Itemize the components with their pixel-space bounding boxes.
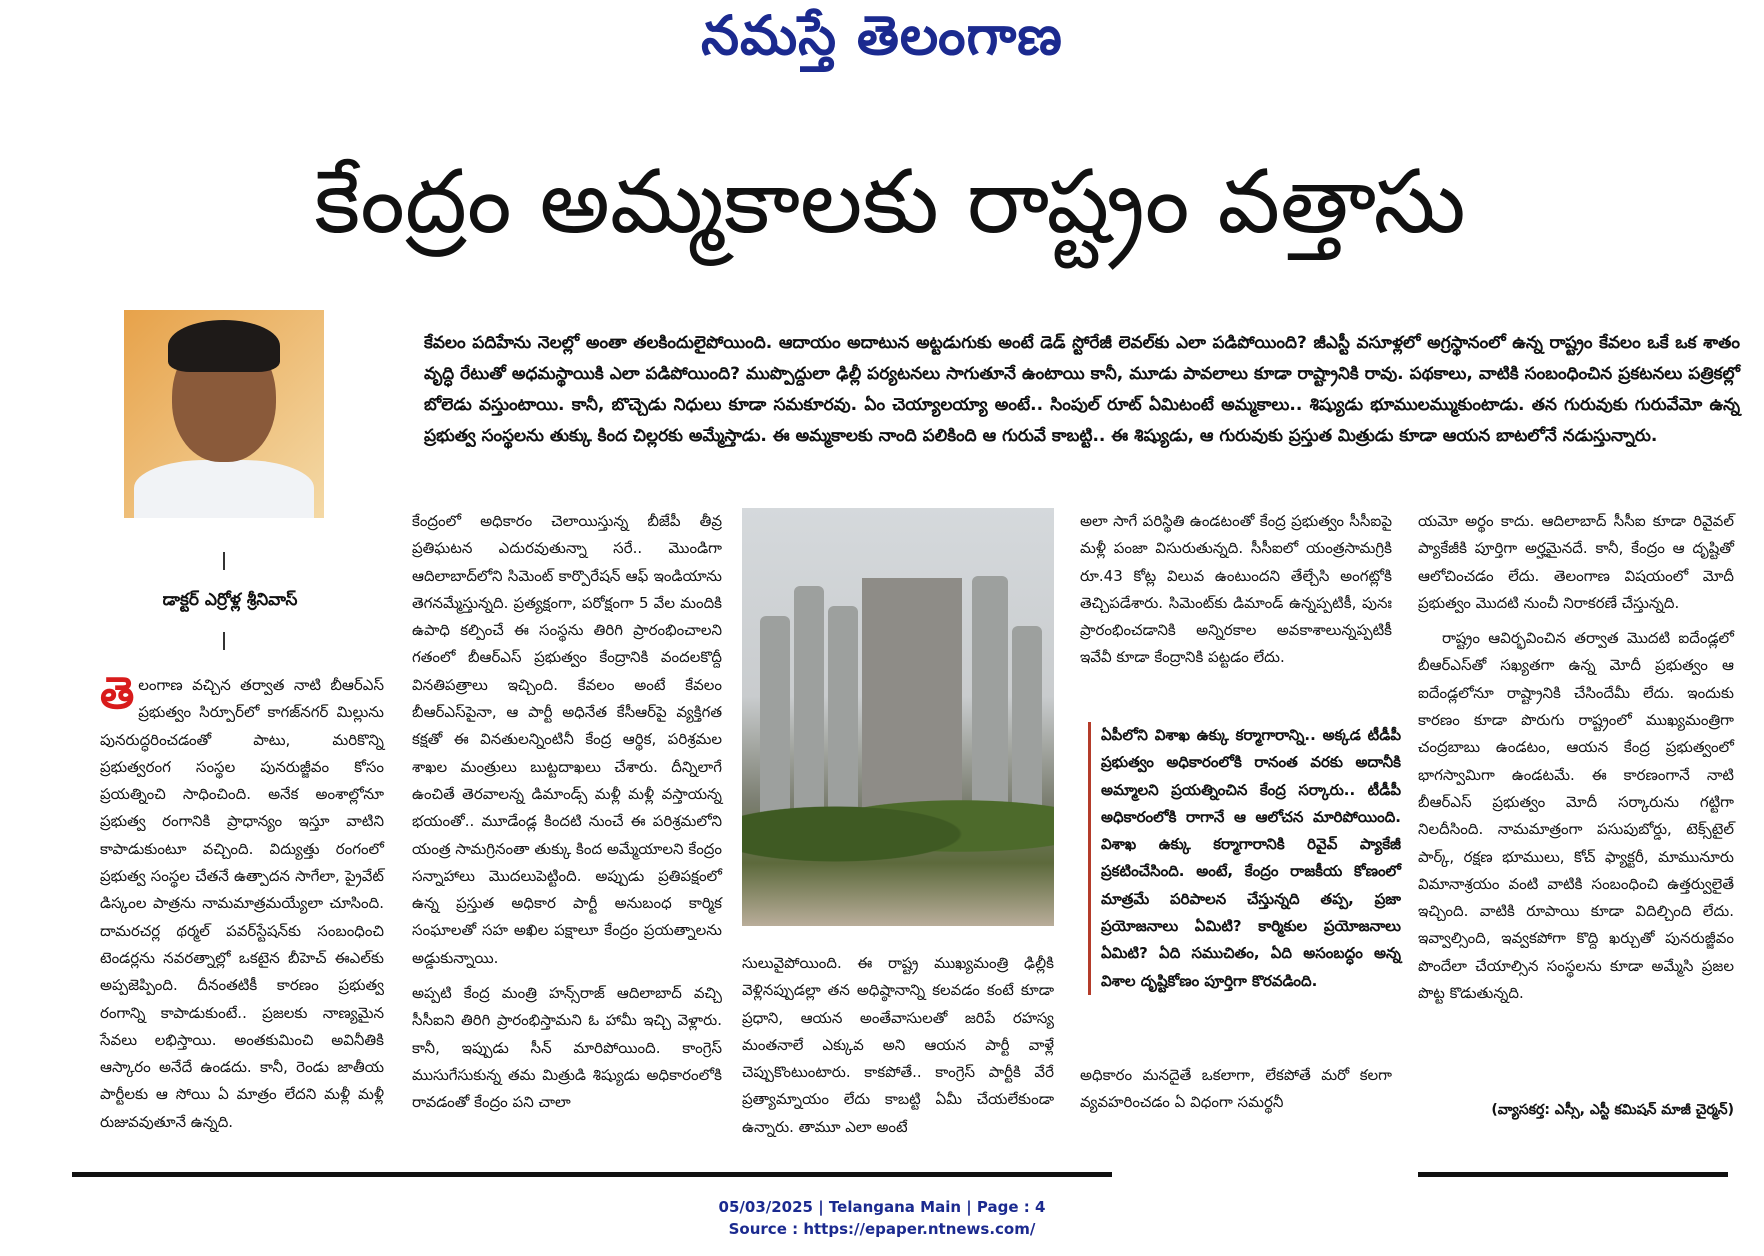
author-photo <box>124 310 324 518</box>
intro-paragraph: కేవలం పదిహేను నెలల్లో అంతా తలకిందులైపోయింది. ఆదాయం అదాటున అట్టడుగుకు అంటే డెడ్ స్టోరేజీ లెవల్‌కు ఎలా పడిపోయింది? జీఎస్టీ వసూళ్లలో అగ్రస్థానంలో ఉన్న రాష్ట్రం కేవలం ఒకే ఒక శాతం వృద్ధి రేటుతో అధమస్థాయికి ఎలా పడిపోయింది? ముప్పొద్దులా ఢిల్లీ పర్యటనలు సాగుతూనే ఉంటాయి కానీ, మూడు పావలాలు కూడా రాష్ట్రానికి రావు. పథకాలు, వాటికి సంబంధించిన ప్రకటనలు పత్రికల్లో బోలెడు వస్తుంటాయి. కానీ, బొచ్చెడు నిధులు కూడా సమకూరవు. ఏం చెయ్యాలయ్యా అంటే.. సింపుల్ రూట్ ఏమిటంటే అమ్మకాలు.. శిష్యుడు భూములమ్ముకుంటాడు. తన గురువుకు గురువేమో ఉన్న ప్రభుత్వ సంస్థలను తుక్కు కింద చిల్లరకు అమ్మేస్తాడు. ఈ అమ్మకాలకు నాంది పలికింది ఆ గురువే కాబట్టి.. ఈ శిష్యుడు, ఆ గురువుకు ప్రస్తుత మిత్రుడు కూడా ఆయన బాటలోనే నడుస్తున్నారు. <box>424 333 1740 446</box>
column-2-paragraph: కేంద్రంలో అధికారం చెలాయిస్తున్న బీజేపీ తీవ్ర ప్రతిఘటన ఎదురవుతున్నా సరే.. మొండిగా ఆదిలాబాద్‌లోని సిమెంట్ కార్పొరేషన్ ఆఫ్ ఇండియాను తెగనమ్మేస్తున్నది. ప్రత్యక్షంగా, పరోక్షంగా 5 వేల మందికి ఉపాధి కల్పించే ఈ సంస్థను తిరిగి ప్రారంభించాలని గతంలో బీఆర్ఎస్ ప్రభుత్వం కేంద్రానికి వందలకొద్దీ వినతిపత్రాలు ఇచ్చింది. కేవలం అంటే కేవలం బీఆర్ఎస్‌పైనా, ఆ పార్టీ అధినేత కేసీఆర్‌పై వ్యక్తిగత కక్షతో ఈ వినతులన్నింటినీ కేంద్ర ఆర్థిక, పరిశ్రమల శాఖల మంత్రులు బుట్టదాఖలు చేశారు. దీన్నిలాగే ఉంచితే తెరవాలన్న డిమాండ్స్ మళ్లీ మళ్లీ వస్తాయన్న భయంతో.. మూడేండ్ల కిందటి నుంచే ఈ పరిశ్రమలోని యంత్ర సామగ్రినంతా తుక్కు కింద అమ్మేయాలని కేంద్రం సన్నాహాలు మొదలుపెట్టింది. అప్పుడు ప్రతిపక్షంలో ఉన్న ప్రస్తుత అధికార పార్టీ అనుబంధ కార్మిక సంఘాలతో సహ అఖిల పక్షాలూ కేంద్రం ప్రయత్నాలను అడ్డుకున్నాయి. <box>412 512 722 967</box>
byline-divider-bottom <box>223 632 225 650</box>
column-1 <box>100 668 384 1136</box>
column-2 <box>412 508 722 1125</box>
footer-source: Source : https://epaper.ntnews.com/ <box>728 1220 1036 1238</box>
cement-factory-photo <box>742 508 1054 926</box>
author-credit: (వ్యాసకర్త: ఎస్సీ, ఎస్టీ కమిషన్ మాజీ చైర్మన్) <box>1491 1102 1734 1118</box>
column-2-paragraph: అప్పటి కేంద్ర మంత్రి హన్స్‌రాజ్ ఆదిలాబాద్ వచ్చి సీసీఐని తిరిగి ప్రారంభిస్తామని ఓ హామీ ఇచ్చి వెళ్లారు. కానీ, ఇప్పుడు సీన్ మారిపోయింది. కాంగ్రెస్ ముసుగేసుకున్న తమ మిత్రుడి శిష్యుడు అధికారంలోకి రావడంతో కేంద్రం పని చాలా <box>412 984 722 1112</box>
column-4-bottom: అధికారం మనదైతే ఒకలాగా, లేకపోతే మరో కలగా వ్యవహరించడం ఏ విధంగా సమర్థనీ <box>1080 1066 1392 1112</box>
column-5 <box>1418 508 1734 1015</box>
column-1-text: లంగాణ వచ్చిన తర్వాత నాటి బీఆర్ఎస్ ప్రభుత్వం సిర్పూర్‌లో కాగజ్‌నగర్ మిల్లును పునరుద్ధరించడంతో పాటు, మరికొన్ని ప్రభుత్వరంగ సంస్థల పునరుజ్జీవం కోసం ప్రయత్నించి సాధించింది. అనేక అంశాల్లోనూ ప్రభుత్వ రంగానికి ప్రాధాన్యం ఇస్తూ వాటిని కాపాడుకుంటూ వచ్చింది. విద్యుత్తు రంగంలో ప్రభుత్వ సంస్థల చేతనే ఉత్పాదన సాగేలా, ప్రైవేట్ డిస్కంల పాత్రను నామమాత్రమయ్యేలా చూసింది. దామరచర్ల థర్మల్ పవర్‌స్టేషన్‌కు సంబంధించి టెండర్లను నవరత్నాల్లో ఒకటైన బీహెచ్ ఈఎల్‌కు అప్పజెప్పింది. దీనంతటికీ కారణం ప్రభుత్వ రంగాన్ని కాపాడుకుంటే.. ప్రజలకు నాణ్యమైన సేవలు లభిస్తాయి. అంతకుమించి అవినీతికి ఆస్కారం అనేదే ఉండదు. కానీ, రెండు జాతీయ పార్టీలకు ఆ సోయి ఏ మాత్రం లేదని మళ్లీ మళ్లీ రుజువవుతూనే ఉన్నది. <box>100 676 384 1131</box>
bottom-rule-right <box>1418 1172 1728 1177</box>
column-4: అలా సాగే పరిస్థితి ఉండటంతో కేంద్ర ప్రభుత్వం సీసీఐపై మళ్లీ పంజా విసురుతున్నది. సీసీఐలో యంత్రసామగ్రికి రూ.43 కోట్ల విలువ ఉంటుందని తేల్చేసి అంగట్లోకి తెచ్చిపడేశారు. సిమెంట్‌కు డిమాండ్ ఉన్నప్పటికీ, పునః ప్రారంభించడానికి అన్నిరకాల అవకాశాలున్నప్పటికీ ఇవేవీ కూడా కేంద్రానికి పట్టడం లేదు. <box>1080 512 1392 667</box>
byline-divider-top <box>223 552 225 570</box>
pull-quote: ఏపీలోని విశాఖ ఉక్కు కర్మాగారాన్ని.. అక్కడ టీడీపీ ప్రభుత్వం అధికారంలోకి రానంత వరకు అదానీకి అమ్మాలని ప్రయత్నించిన కేంద్ర సర్కారు.. టీడీపీ అధికారంలోకి రాగానే ఆ ఆలోచన మారిపోయింది. విశాఖ ఉక్కు కర్మాగారానికి రివైవ్ ప్యాకేజీ ప్రకటించేసింది. అంటే, కేంద్రం రాజకీయ కోణంలో మాత్రమే పరిపాలన చేస్తున్నది తప్ప, ప్రజా ప్రయోజనాలు ఏమిటి? కార్మికుల ప్రయోజనాలు ఏమిటి? ఏది సముచితం, ఏది అసంబద్ధం అన్న విశాల దృష్టికోణం పూర్తిగా కొరవడింది. <box>1088 722 1401 995</box>
bottom-rule <box>72 1172 1112 1177</box>
author-byline: డాక్టర్ ఎర్రోళ్ల శ్రీనివాస్ <box>162 590 298 610</box>
dropcap: తె <box>100 668 135 719</box>
column-3: సులువైపోయింది. ఈ రాష్ట్ర ముఖ్యమంత్రి ఢిల్లీకి వెళ్లినప్పుడల్లా తన అధిష్ఠానాన్ని కలవడం కంటే కూడా ప్రధాని, ఆయన అంతేవాసులతో జరిపే రహస్య మంతనాలే ఎక్కువ అని ఆయన పార్టీ వాళ్లే చెప్పుకొంటుంటారు. కాకపోతే.. కాంగ్రెస్ పార్టీకి వేరే ప్రత్యామ్నాయం లేదు కాబట్టి ఏమీ చేయలేకుండా ఉన్నారు. తామూ ఎలా అంటే <box>742 954 1054 1136</box>
footer-date-edition: 05/03/2025 | Telangana Main | Page : 4 <box>718 1198 1046 1216</box>
column-5-paragraph: యమో అర్థం కాదు. ఆదిలాబాద్ సీసీఐ కూడా రివైవల్ ప్యాకేజీకి పూర్తిగా అర్హమైనదే. కానీ, కేంద్రం ఆ దృష్టితో ఆలోచించడం లేదు. తెలంగాణ విషయంలో మోదీ ప్రభుత్వం మొదటి నుంచీ నిరాకరణే చేస్తున్నది. <box>1418 512 1734 612</box>
column-5-paragraph: రాష్ట్రం ఆవిర్భవించిన తర్వాత మొదటి ఐదేండ్లలో బీఆర్ఎస్‌తో సఖ్యతగా ఉన్న మోదీ ప్రభుత్వం ఆ ఐదేండ్లలోనూ రాష్ట్రానికి చేసిందేమీ లేదు. ఇందుకు కారణం కూడా పొరుగు రాష్ట్రంలో ముఖ్యమంత్రిగా చంద్రబాబు ఉండటం, ఆయన కేంద్ర ప్రభుత్వంలో భాగస్వామిగా ఉండటమే. ఈ కారణంగానే నాటి బీఆర్ఎస్ ప్రభుత్వం మోదీ సర్కారును గట్టిగా నిలదీసింది. నామమాత్రంగా పసుపుబోర్డు, టెక్స్‌టైల్ పార్క్, రక్షణ భూములు, కోచ్ ఫ్యాక్టరీ, మామునూరు విమానాశ్రయం వంటి వాటికి సంబంధించి ఉత్తర్వులైతే ఇచ్చింది. వాటికి రూపాయి కూడా విదిల్చింది లేదు. ఇవ్వాల్సింది, ఇవ్వకపోగా కొద్ది ఖర్చుతో పునరుజ్జీవం పొందేలా చేయాల్సిన సంస్థలను కూడా అమ్మేసి ప్రజల పొట్ట కొడుతున్నది. <box>1418 629 1734 1003</box>
headline: కేంద్రం అమ్మకాలకు రాష్ట్రం వత్తాసు <box>314 150 1466 253</box>
masthead-logo: నమస్తే తెలంగాణ <box>701 4 1063 67</box>
footer <box>0 1196 1764 1240</box>
